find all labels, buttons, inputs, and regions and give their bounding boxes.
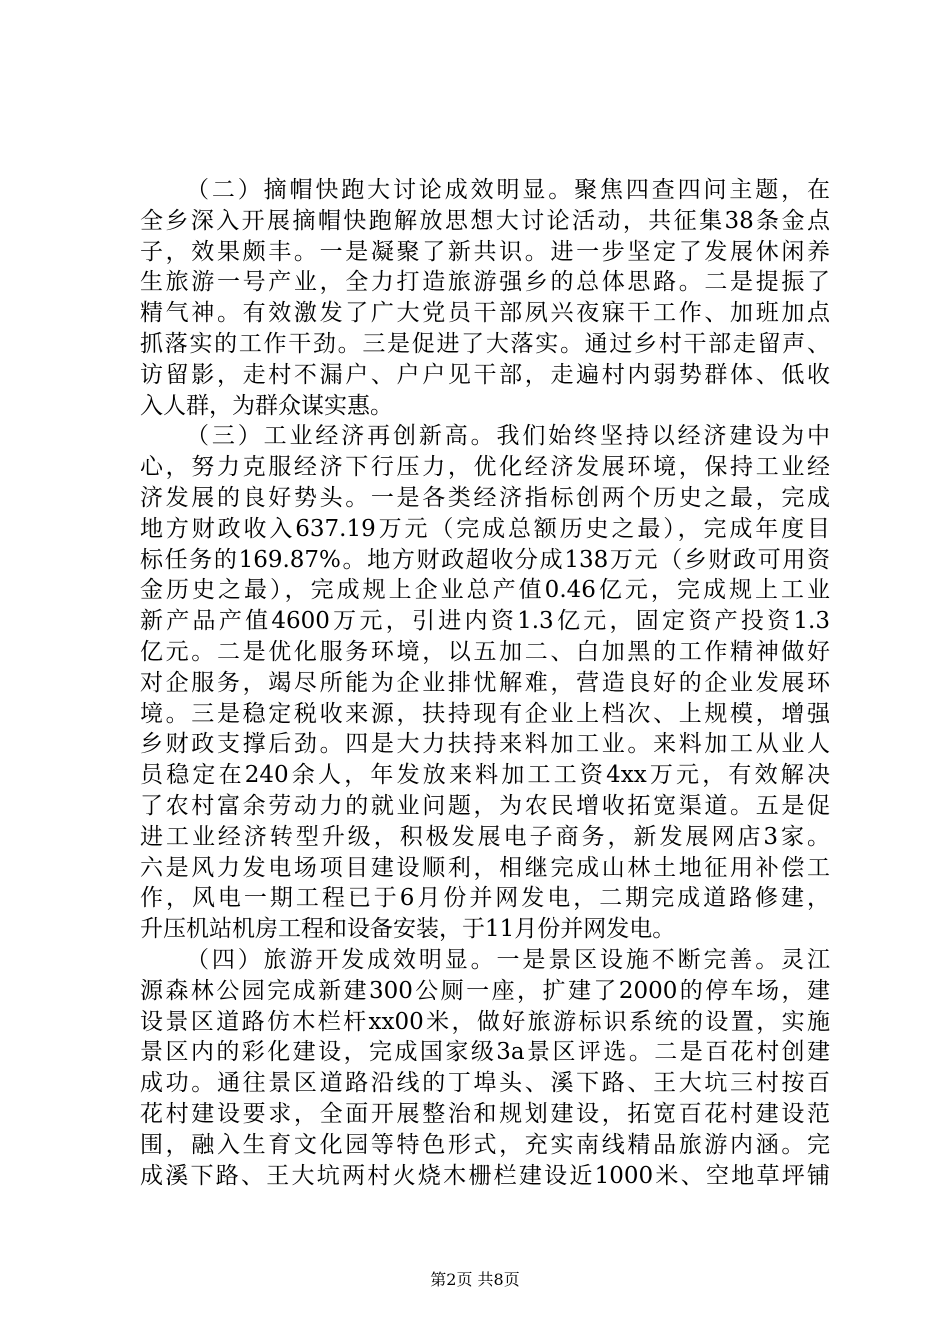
- text-line: 新产品产值4600万元，引进内资1.3亿元，固定资产投资1.3: [140, 608, 830, 635]
- text-line: 进工业经济转型升级，积极发展电子商务，新发展网店3家。: [140, 823, 830, 850]
- text-line: 精气神。有效激发了广大党员干部夙兴夜寐干工作、加班加点: [140, 300, 830, 327]
- text-line: 升压机站机房工程和设备安装，于11月份并网发电。: [140, 916, 676, 943]
- text-line: （四）旅游开发成效明显。一是景区设施不断完善。灵江: [186, 946, 830, 973]
- text-line: 金历史之最），完成规上企业总产值0.46亿元，完成规上工业: [140, 577, 830, 604]
- text-line: 乡财政支撑后劲。四是大力扶持来料加工业。来料加工从业人: [140, 731, 830, 758]
- text-line: 心，努力克服经济下行压力，优化经济发展环境，保持工业经: [140, 454, 830, 481]
- page-number-footer: 第2页 共8页: [430, 1270, 520, 1289]
- text-line: 子，效果颇丰。一是凝聚了新共识。进一步坚定了发展休闲养: [140, 238, 830, 265]
- text-line: 源森林公园完成新建300公厕一座，扩建了2000的停车场，建: [140, 977, 830, 1004]
- text-line: 成溪下路、王大坑两村火烧木栅栏建设近1000米、空地草坪铺: [140, 1162, 830, 1189]
- text-line: 生旅游一号产业，全力打造旅游强乡的总体思路。二是提振了: [140, 269, 830, 296]
- text-line: 访留影，走村不漏户、户户见干部，走遍村内弱势群体、低收: [140, 361, 830, 388]
- text-line: 六是风力发电场项目建设顺利，相继完成山林土地征用补偿工: [140, 854, 830, 881]
- text-line: 抓落实的工作干劲。三是促进了大落实。通过乡村干部走留声、: [140, 330, 830, 357]
- text-line: 全乡深入开展摘帽快跑解放思想大讨论活动，共征集38条金点: [140, 207, 830, 234]
- text-line: 境。三是稳定税收来源，扶持现有企业上档次、上规模，增强: [140, 700, 830, 727]
- text-line: 了农村富余劳动力的就业问题，为农民增收拓宽渠道。五是促: [140, 792, 830, 819]
- document-body: [140, 175, 830, 1191]
- text-line: 花村建设要求，全面开展整治和规划建设，拓宽百花村建设范: [140, 1100, 830, 1127]
- text-line: 亿元。二是优化服务环境，以五加二、白加黑的工作精神做好: [140, 638, 830, 665]
- text-line: 景区内的彩化建设，完成国家级3a景区评选。二是百花村创建: [140, 1039, 830, 1066]
- text-line: 入人群，为群众谋实惠。: [140, 392, 393, 419]
- text-line: 标任务的169.87%。地方财政超收分成138万元（乡财政可用资: [140, 546, 830, 573]
- text-line: 作，风电一期工程已于6月份并网发电，二期完成道路修建，: [140, 885, 830, 912]
- text-line: 对企服务，竭尽所能为企业排忧解难，营造良好的企业发展环: [140, 669, 830, 696]
- text-line: 地方财政收入637.19万元（完成总额历史之最），完成年度目: [140, 515, 830, 542]
- text-line: 围，融入生育文化园等特色形式，充实南线精品旅游内涵。完: [140, 1131, 830, 1158]
- text-line: 员稳定在240余人，年发放来料加工工资4xx万元，有效解决: [140, 762, 830, 789]
- text-line: 济发展的良好势头。一是各类经济指标创两个历史之最，完成: [140, 484, 830, 511]
- text-line: （三）工业经济再创新高。我们始终坚持以经济建设为中: [186, 423, 830, 450]
- text-line: 成功。通往景区道路沿线的丁埠头、溪下路、王大坑三村按百: [140, 1070, 830, 1097]
- text-line: （二）摘帽快跑大讨论成效明显。聚焦四查四问主题，在: [186, 177, 830, 203]
- text-line: 设景区道路仿木栏杆xx00米，做好旅游标识系统的设置，实施: [140, 1008, 830, 1035]
